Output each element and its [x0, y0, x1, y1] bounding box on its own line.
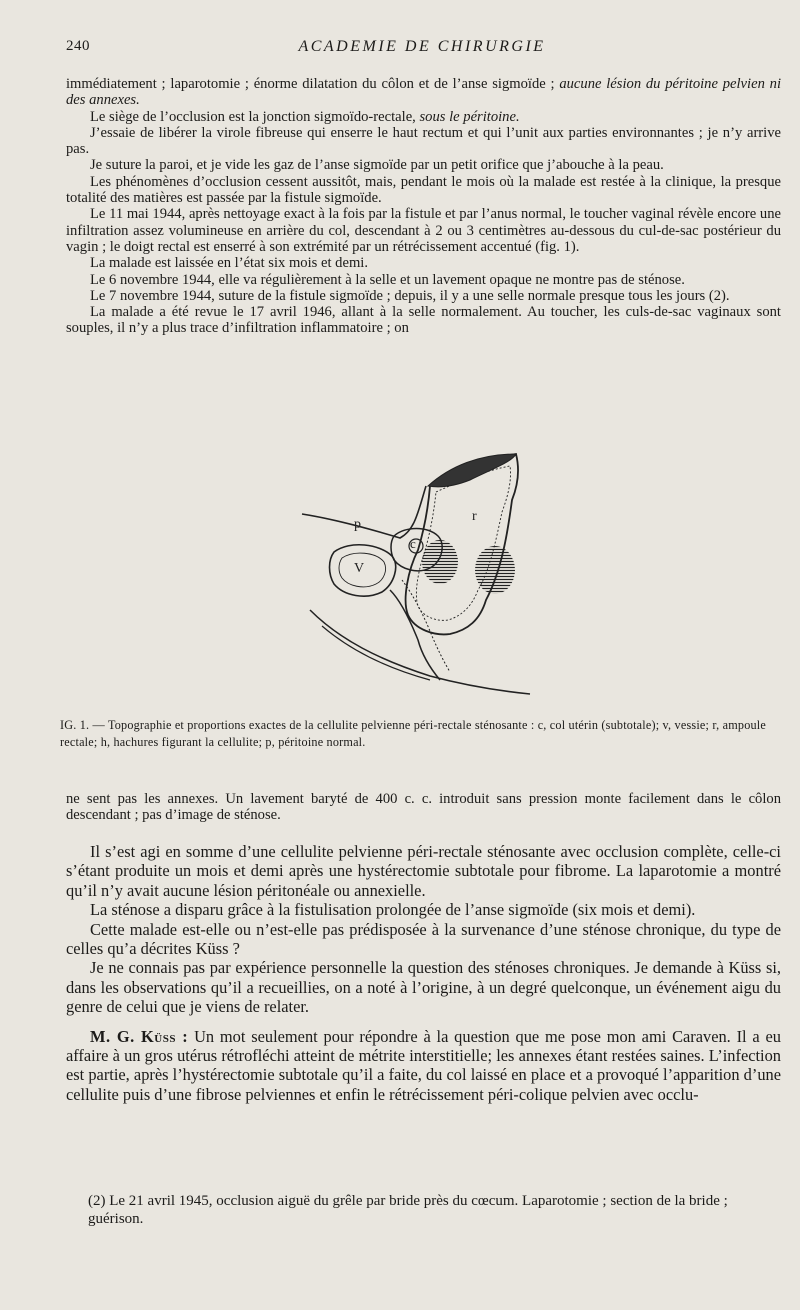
anatomical-figure: [290, 440, 580, 710]
text-run: Le siège de l’occlusion est la jonction sigmoïdo-rectale,: [90, 108, 420, 125]
paragraph: [66, 109, 781, 125]
paragraph: La malade est laissée en l’état six mois et demi.: [90, 255, 369, 272]
speaker-name: M. G. Küss :: [90, 1026, 189, 1046]
footnote-text: (2) Le 21 avril 1945, occlusion aiguë du grêle par bride près du cœcum. Laparotomie ; section de la bride ; guérison.: [88, 1193, 728, 1227]
text-run: Un mot seulement pour répondre à la question que me pose mon ami Caraven. Il a eu affaire à un gros utérus rétrofléchi atteint de métrite interstitielle; les annexes étant restées saines. L’infection est partie, après l’hystérectomie subtotale qu’il a faite, du col laissé en place et a provoqué l’apparition d’une cellulite puis d’une fibrose pelviennes et enfin le rétrécissement péri-colique pelvien avec occlu-: [66, 1026, 781, 1104]
italic-text-run: aucune lésion du péritoine pelvien ni des annexes.: [66, 76, 781, 109]
paragraph: La malade a été revue le 17 avril 1946, allant à la selle normalement. Au toucher, les culs-de-sac vaginaux sont souples, il n’y a plus trace d’infiltration inflammatoire ; on: [66, 304, 781, 337]
lower-text-block: [66, 842, 781, 1104]
label-cervix: c: [410, 536, 416, 551]
figure-caption: [60, 717, 782, 751]
paragraph: Les phénomènes d’occlusion cessent aussitôt, mais, pendant le mois où la malade est restée à la clinique, la presque totalité des matières est passée par la fistule sigmoïde.: [66, 173, 781, 207]
paragraph: [66, 1027, 781, 1105]
cellulitis-hatch: [422, 540, 458, 584]
peritoneum-line: [302, 486, 426, 538]
middle-text-block: [66, 791, 781, 824]
paragraph: Cette malade est-elle ou n’est-elle pas prédisposée à la survenance d’une sténose chronique, du type de celles qu’a décrites Küss ?: [66, 919, 781, 959]
label-rectum: r: [472, 509, 477, 524]
page-header: [66, 38, 778, 60]
vagina-outline: [390, 590, 440, 680]
page-number: 240: [66, 38, 90, 54]
paragraph: Il s’est agi en somme d’une cellulite pelvienne péri-rectale sténosante avec occlusion complète, celle-ci s’étant produite un mois et demi après une hystérectomie subtotale pour fibrome. La laparotomie a montré qu’il n’y avait aucune lésion péritonéale ou annexielle.: [66, 842, 781, 900]
label-peritoneum: p: [354, 517, 361, 532]
running-title: ACADEMIE DE CHIRURGIE: [298, 38, 546, 55]
paragraph: J’essaie de libérer la virole fibreuse qui enserre le haut rectum et qui l’unit aux parties environnantes ; je n’y arrive pas.: [66, 124, 781, 158]
paragraph: Le 11 mai 1944, après nettoyage exact à la fois par la fistule et par l’anus normal, le toucher vaginal révèle encore une infiltration assez volumineuse en arrière du col, descendant à 2 ou 3 centimètres au-dessous du cul-de-sac postérieur du vagin ; le doigt rectal est enserré à son extrémité par un rétrécissement accentué (fig. 1).: [66, 206, 781, 255]
pelvic-floor-curve: [310, 610, 530, 694]
rectal-lumen: [428, 454, 516, 487]
paragraph: Je suture la paroi, et je vide les gaz de l’anse sigmoïde par un petit orifice que j’abouche à la peau.: [90, 157, 664, 174]
paragraph: [66, 76, 781, 109]
paragraph: Je ne connais pas par expérience personnelle la question des sténoses chroniques. Je demande à Küss si, dans les observations qu’il a recueillies, on a noté à l’origine, à un degré quelconque, un événement aigu du genre de celui que je viens de relater.: [66, 958, 781, 1017]
footnote: [88, 1192, 780, 1228]
cellulitis-hatch: [475, 546, 515, 594]
top-text-block: [66, 76, 781, 337]
paragraph: ne sent pas les annexes. Un lavement baryté de 400 c. c. introduit sans pression monte facilement dans le côlon descendant ; pas d’image de sténose.: [66, 791, 781, 824]
italic-text-run: sous le péritoine.: [419, 108, 520, 125]
paragraph: Le 6 novembre 1944, elle va régulièrement à la selle et un lavement opaque ne montre pas de sténose.: [90, 271, 685, 288]
paragraph: La sténose a disparu grâce à la fistulisation prolongée de l’anse sigmoïde (six mois et demi).: [90, 900, 696, 920]
text-run: immédiatement ; laparotomie ; énorme dilatation du côlon et de l’anse sigmoïde ;: [66, 76, 560, 92]
label-bladder: V: [354, 561, 365, 576]
paragraph: Le 7 novembre 1944, suture de la fistule sigmoïde ; depuis, il y a une selle normale presque tous les jours (2).: [90, 287, 730, 304]
caption-text: IG. 1. — Topographie et proportions exactes de la cellulite pelvienne péri-rectale sténosante : c, col utérin (subtotale); v, vessie; r, ampoule rectale; h, hachures figurant la cellulite; p, péritoine normal.: [60, 718, 767, 749]
